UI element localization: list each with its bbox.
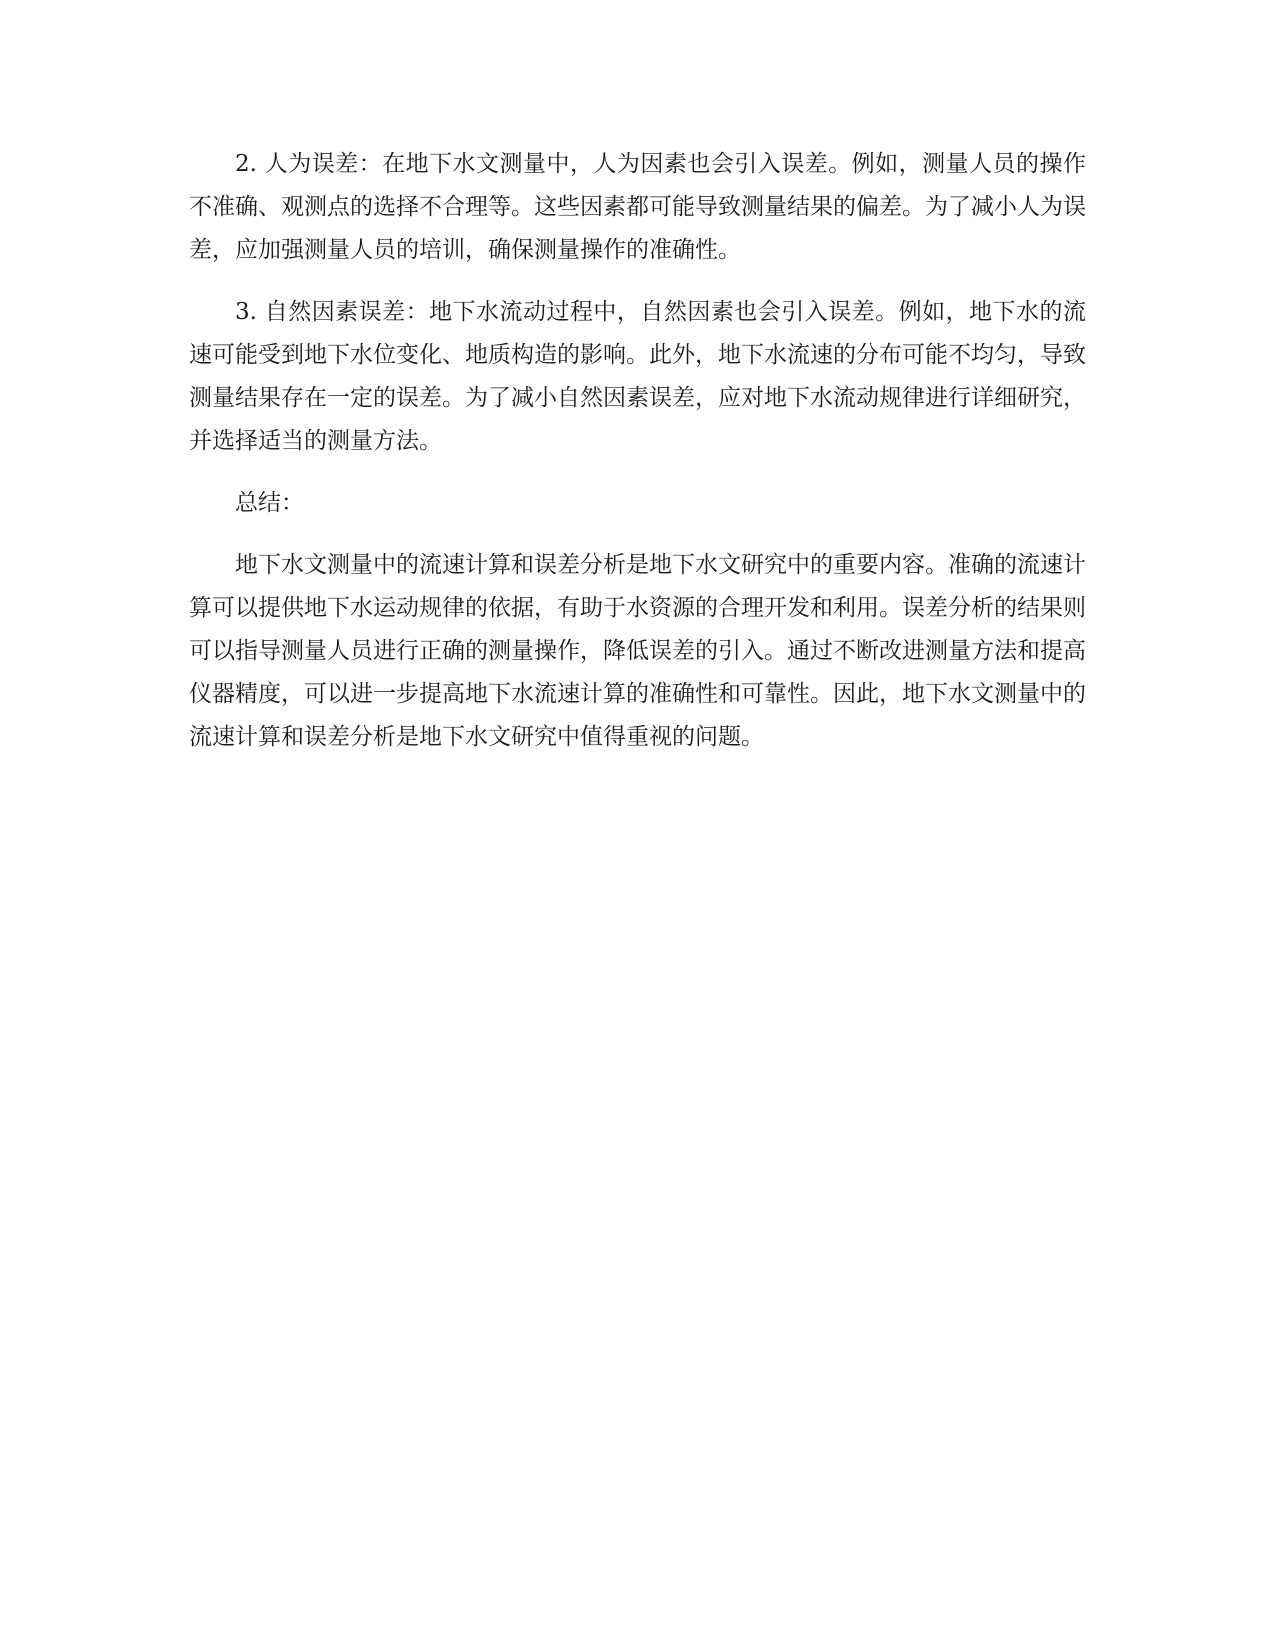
summary-heading: 总结： <box>235 490 304 516</box>
paragraph-human-error: 2. 人为误差：在地下水文测量中，人为因素也会引入误差。例如，测量人员的操作不准确、观测点的选择不合理等。这些因素都可能导致测量结果的偏差。为了减小人为误差，应加强测量人员的培训，确保测量操作的准确性。 <box>189 151 1086 263</box>
paragraph-summary: 地下水文测量中的流速计算和误差分析是地下水文研究中的重要内容。准确的流速计算可以提供地下水运动规律的依据，有助于水资源的合理开发和利用。误差分析的结果则可以指导测量人员进行正确的测量操作，降低误差的引入。通过不断改进测量方法和提高仪器精度，可以进一步提高地下水流速计算的准确性和可靠性。因此，地下水文测量中的流速计算和误差分析是地下水文研究中值得重视的问题。 <box>189 552 1086 750</box>
document-body <box>189 143 1086 778</box>
paragraph-natural-error: 3. 自然因素误差：地下水流动过程中，自然因素也会引入误差。例如，地下水的流速可能受到地下水位变化、地质构造的影响。此外，地下水流速的分布可能不均匀，导致测量结果存在一定的误差。为了减小自然因素误差，应对地下水流动规律进行详细研究，并选择适当的测量方法。 <box>189 299 1086 454</box>
